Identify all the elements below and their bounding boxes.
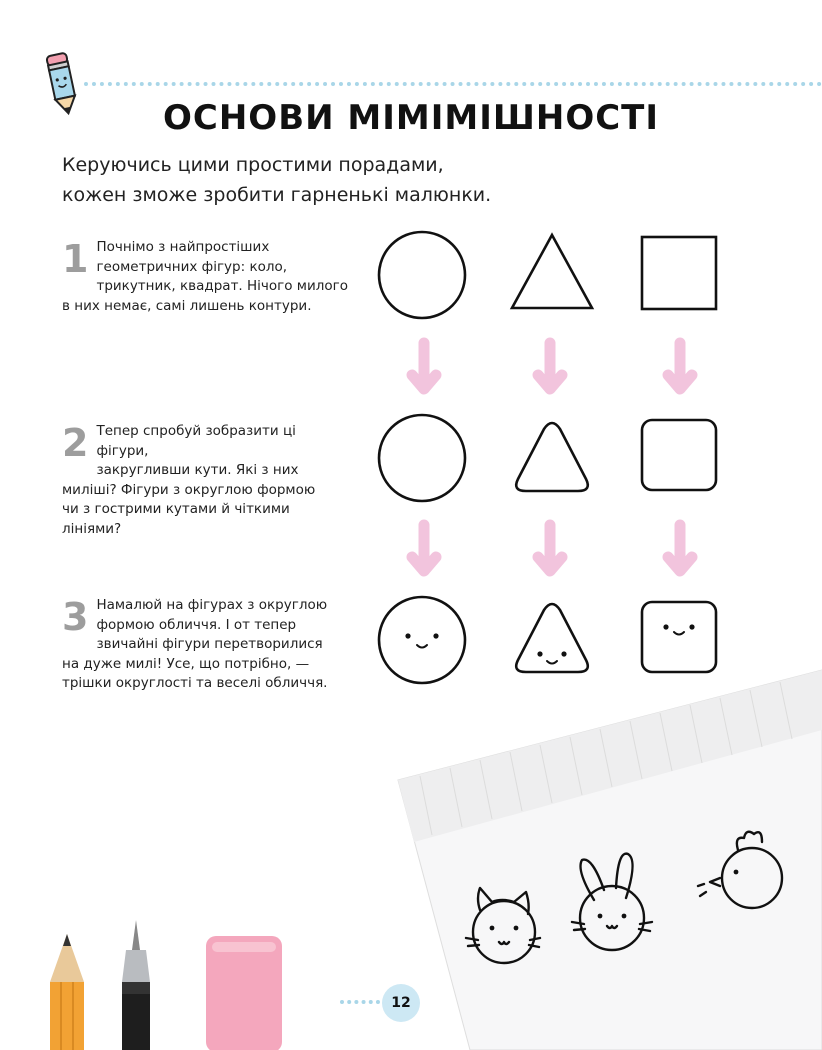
stationery-illustration <box>40 920 290 1050</box>
step-number: 3 <box>62 595 89 639</box>
bottom-dotted-rule <box>340 1000 380 1004</box>
arrow-down-icon <box>412 343 436 389</box>
intro-line: кожен зможе зробити гарненькі малюнки. <box>62 184 492 206</box>
step-1 <box>62 238 352 316</box>
rounded-square-shape <box>642 420 716 490</box>
step-line: на дуже милі! Усе, що потрібно, — <box>62 655 310 672</box>
step-line: в них немає, самі лишень контури. <box>62 297 312 314</box>
rounded-triangle-shape <box>516 423 588 491</box>
arrow-down-icon <box>538 525 562 571</box>
circle-shape <box>379 232 465 318</box>
top-dotted-rule <box>84 82 822 86</box>
step-line: звичайні фігури перетворилися <box>96 636 323 652</box>
page-number-badge: 12 <box>382 984 420 1022</box>
arrow-down-icon <box>412 525 436 571</box>
step-line: закругливши кути. Які з них <box>96 462 299 478</box>
arrow-down-icon <box>668 343 692 389</box>
step-text <box>62 596 352 694</box>
step-line: чи з гострими кутами й чіткими <box>62 501 290 517</box>
intro-line: Керуючись цими простими порадами, <box>62 154 444 176</box>
step-text <box>62 422 352 539</box>
step-number: 1 <box>62 237 89 281</box>
step-line: формою обличчя. І от тепер <box>96 616 297 633</box>
arrow-down-icon <box>538 343 562 389</box>
step-2 <box>62 422 352 539</box>
rounded-circle-shape <box>379 415 465 501</box>
step-line: Тепер спробуй зобразити ці фігури, <box>96 423 296 459</box>
intro-text <box>62 150 662 210</box>
step-number: 2 <box>62 421 89 465</box>
napkin-illustration <box>380 660 822 1050</box>
eraser-icon <box>206 936 282 1050</box>
square-shape <box>642 237 716 309</box>
shapes-illustration <box>370 225 730 695</box>
step-line: трикутник, квадрат. Нічого милого <box>96 278 348 294</box>
step-line: трішки округлості та веселі обличчя. <box>62 675 328 691</box>
step-line: лініями? <box>62 520 122 537</box>
pen-icon <box>122 920 150 1050</box>
step-text <box>62 238 352 316</box>
arrow-down-icon <box>668 525 692 571</box>
step-line: миліші? Фігури з округлою формою <box>62 481 316 498</box>
step-3 <box>62 596 352 694</box>
step-line: геометричних фігур: коло, <box>96 258 288 275</box>
triangle-shape <box>512 235 592 308</box>
step-line: Почнімо з найпростіших <box>96 239 270 255</box>
pencil-icon <box>50 934 84 1050</box>
page-title: ОСНОВИ МІМІМІШНОСТІ <box>162 98 660 138</box>
step-line: Намалюй на фігурах з округлою <box>96 597 328 613</box>
